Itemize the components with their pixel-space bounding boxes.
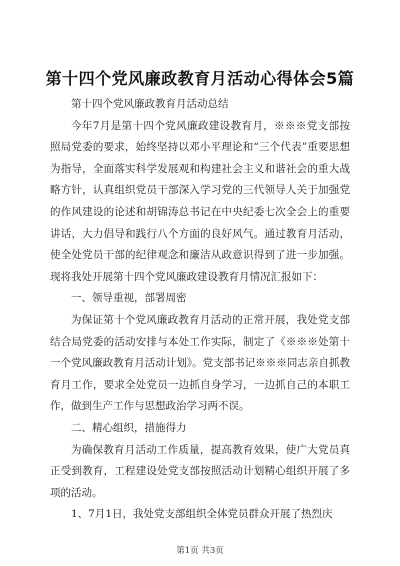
body-paragraph: 为确保教育月活动工作质量，提高教育效果，使广大党员真正受到教育，工程建设处党支部按照活动计划精心组织开展了多项的活动。 xyxy=(50,443,350,499)
page-number-footer: 第1页 共3页 xyxy=(176,546,224,556)
section-heading: 二、精心组织，措施得力 xyxy=(71,421,187,434)
document-title: 第十四个党风廉政教育月活动心得体会5篇 xyxy=(45,69,355,88)
body-paragraph: 为保证第十个党风廉政教育月活动的正常开展，我处党支部结合局党委的活动安排与本处工作实际，制定了《※※※处第十一个党风廉政教育月活动计划》。党支部书记※※※同志亲自抓教育月工作，要求全处党员一边抓自身学习，一边抓自己的本职工作，做到生产工作与思想政治学习两不误。 xyxy=(50,313,350,413)
section-heading: 一、领导重视，部署周密 xyxy=(71,292,187,305)
document-body xyxy=(50,94,350,526)
subtitle-paragraph: 第十四个党风廉政教育月活动总结 xyxy=(71,98,229,110)
body-paragraph: 1、7月1日，我处党支部组织全体党员群众开展了热烈庆 xyxy=(71,508,333,521)
body-paragraph: 今年7月是第十四个党风廉政建设教育月，※※※党支部按照局党委的要求，始终坚持以邓小平理论和“三个代表”重要思想为指导，全面落实科学发展观和构建社会主义和谐社会的重大战略方针，认真组织党员干部深入学习党的三代领导人关于加强党的作风建设的论述和胡锦涛总书记在中央纪委七次全会上的重要讲话，大力倡导和践行八个方面的良好风气。通过教育月活动，使全处党员干部的纪律观念和廉洁从政意识得到了进一步加强。现将我处开展第十四个党风廉政建设教育月情况汇报如下： xyxy=(50,119,350,283)
